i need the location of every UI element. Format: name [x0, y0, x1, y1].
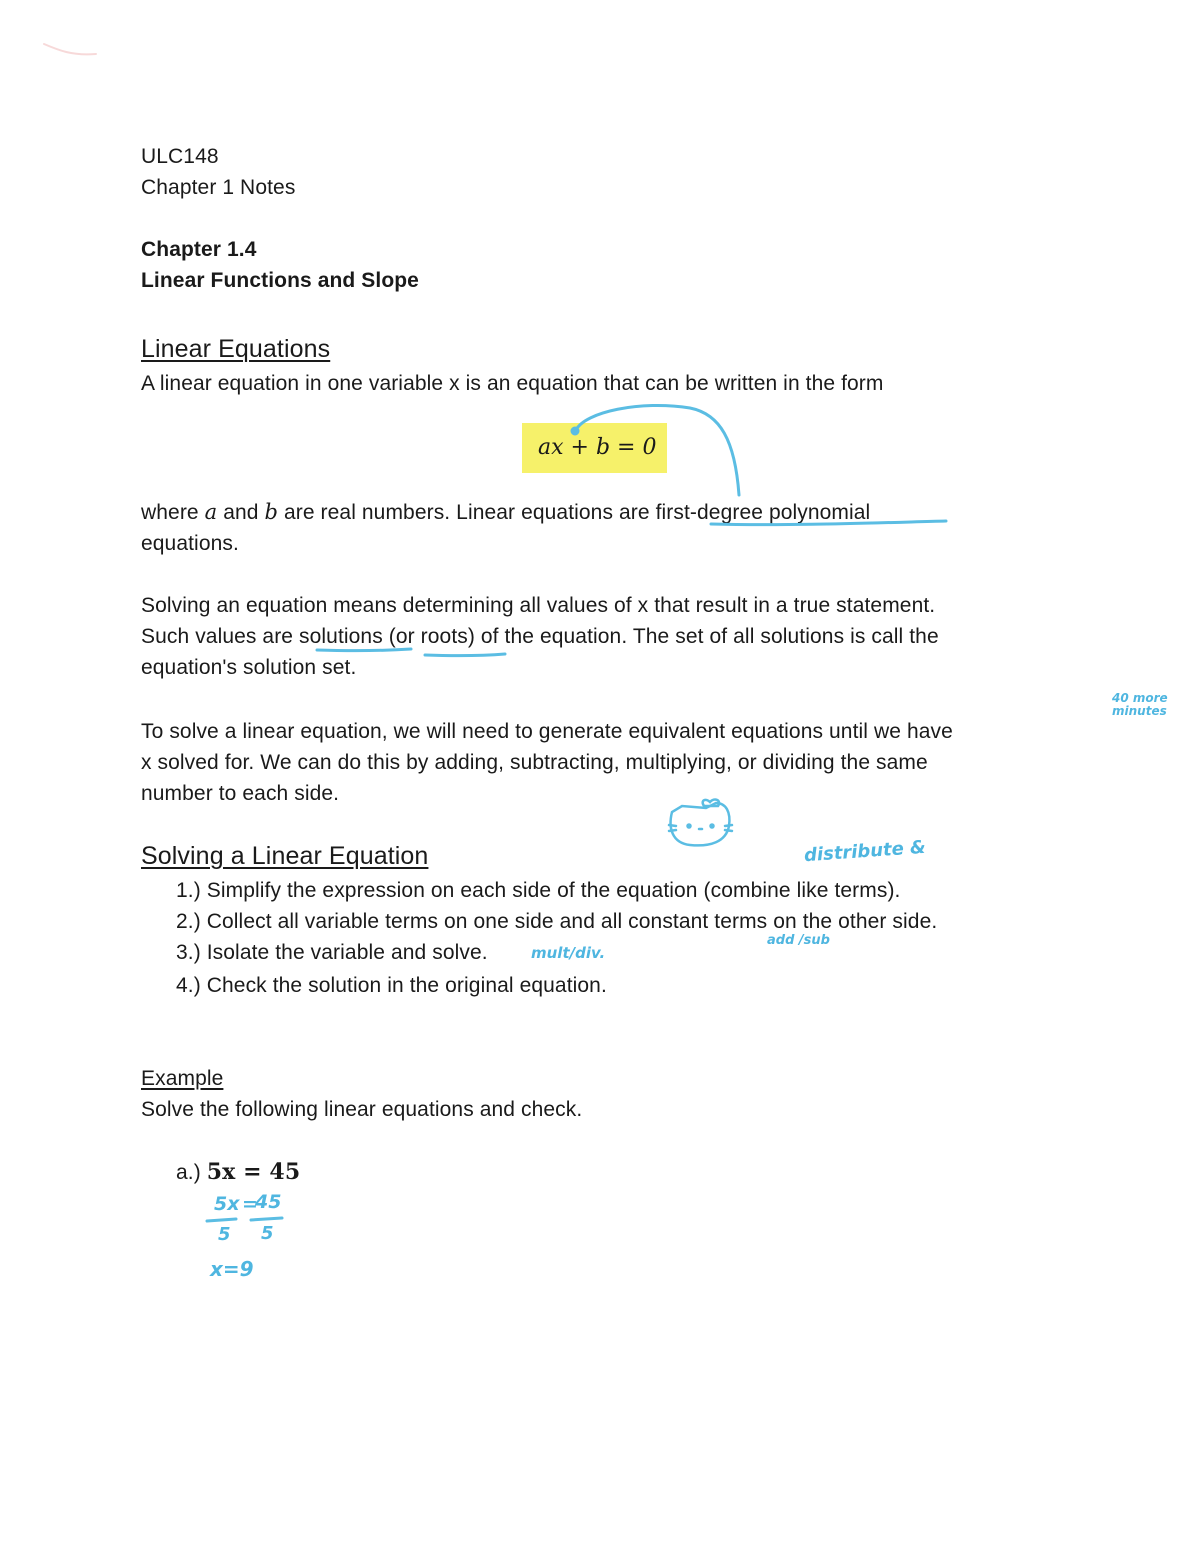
method-line-3: number to each side.	[141, 782, 340, 805]
note-time-line-2: minutes	[1112, 704, 1167, 718]
definition-where-line-2: equations.	[141, 532, 239, 555]
solving-heading: Solving a Linear Equation	[141, 842, 429, 870]
course-code: ULC148	[141, 145, 219, 168]
note-add-sub: add /sub	[767, 933, 830, 948]
underline-roots	[425, 654, 505, 656]
work-answer: x=9	[210, 1257, 254, 1281]
example-part-a: a.) 5x = 45	[176, 1159, 301, 1185]
work-numerator-left: 5x	[214, 1193, 240, 1215]
solving-line-3: equation's solution set.	[141, 656, 357, 679]
step-1: 1.) Simplify the expression on each side of the equation (combine like terms).	[176, 879, 901, 902]
term-solutions: solutions	[299, 625, 383, 648]
example-heading: Example	[141, 1067, 224, 1090]
definition-where-line: where a and b are real numbers. Linear equations are first-degree polynomial	[141, 500, 871, 524]
note-distribute: distribute &	[803, 836, 927, 867]
chapter-title: Linear Functions and Slope	[141, 269, 419, 292]
faint-mark	[44, 44, 96, 54]
work-denominator-right: 5	[261, 1223, 274, 1244]
variable-b: b	[264, 500, 279, 524]
solving-line-2: Such values are solutions (or roots) of the equation. The set of all solutions is call the	[141, 625, 939, 648]
term-roots: or roots	[395, 625, 468, 648]
method-line-2: x solved for. We can do this by adding, subtracting, multiplying, or dividing the same	[141, 751, 928, 774]
solving-line-1: Solving an equation means determining all values of x that result in a true statement.	[141, 594, 936, 617]
note-mult-div: mult/div.	[531, 944, 606, 962]
linear-equations-heading: Linear Equations	[141, 335, 331, 363]
term-first-degree-polynomial: first-degree polynomial	[655, 501, 871, 524]
step-2: 2.) Collect all variable terms on one side and all constant terms on the other side.	[176, 910, 938, 933]
chapter-number: Chapter 1.4	[141, 238, 257, 261]
example-instruction: Solve the following linear equations and check.	[141, 1098, 583, 1121]
work-numerator-right: 45	[255, 1191, 282, 1213]
example-equation: 5x = 45	[206, 1159, 301, 1185]
fraction-bar-left	[207, 1219, 236, 1221]
work-denominator-left: 5	[218, 1224, 231, 1245]
variable-a: a	[204, 500, 218, 524]
linear-formula: ax + b = 0	[538, 435, 657, 460]
step-4: 4.) Check the solution in the original equation.	[176, 974, 607, 997]
step-3: 3.) Isolate the variable and solve.	[176, 941, 488, 964]
cat-face-doodle	[669, 799, 732, 845]
notes-title: Chapter 1 Notes	[141, 176, 296, 199]
fraction-bar-right	[251, 1218, 282, 1220]
method-line-1: To solve a linear equation, we will need to generate equivalent equations until we have	[141, 720, 953, 743]
definition-intro: A linear equation in one variable x is an equation that can be written in the form	[141, 372, 884, 395]
work-equals: =	[242, 1193, 258, 1215]
note-time-line-1: 40 more	[1112, 691, 1168, 705]
